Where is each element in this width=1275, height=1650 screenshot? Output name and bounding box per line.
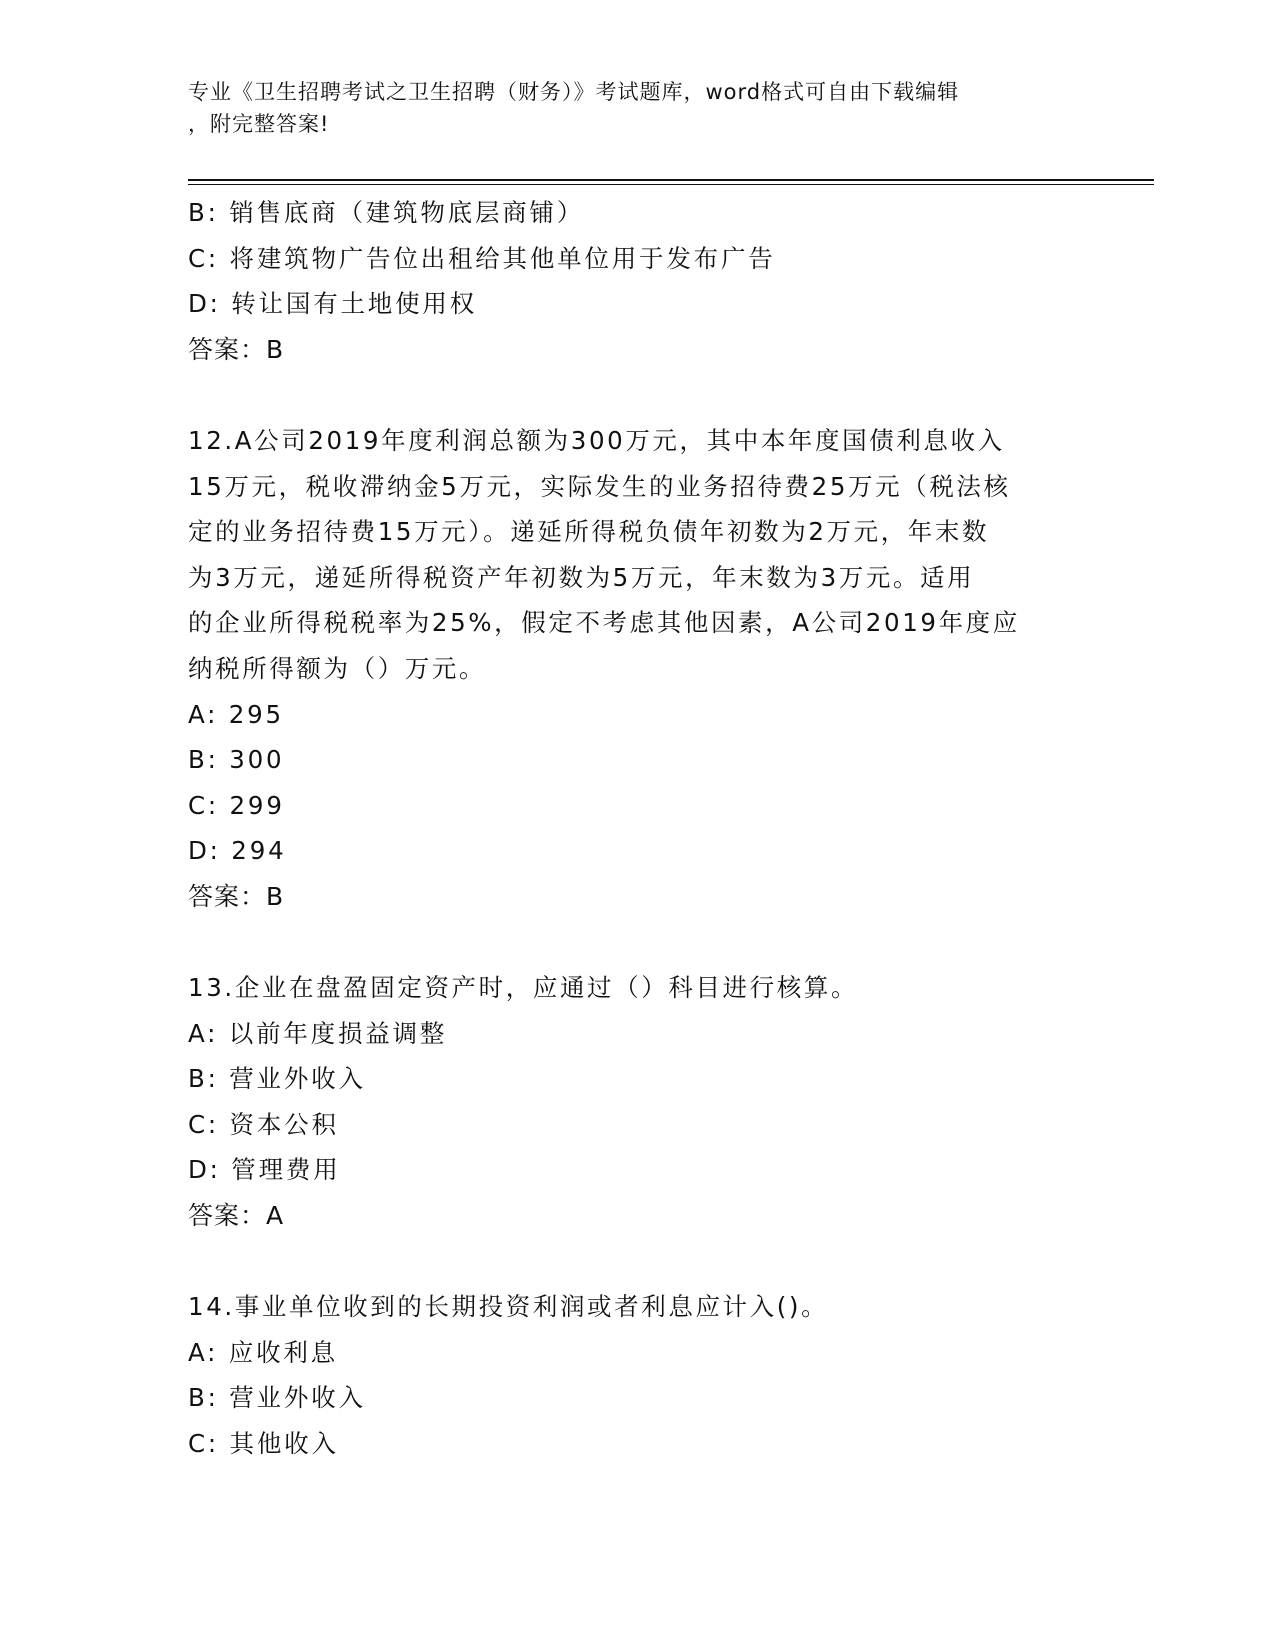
header-rule-thick bbox=[188, 179, 1154, 181]
question-stem-line: 12.A公司2019年度利润总额为300万元，其中本年度国债利息收入 bbox=[188, 425, 1005, 455]
option-c: C: 资本公积 bbox=[188, 1109, 339, 1139]
question-14 bbox=[188, 1284, 1088, 1466]
option-d: D: 管理费用 bbox=[188, 1155, 341, 1185]
option-b: B: 300 bbox=[188, 745, 285, 775]
question-stem: 13.企业在盘盈固定资产时，应通过（）科目进行核算。 bbox=[188, 973, 859, 1003]
option-c: C: 将建筑物广告位出租给其他单位用于发布广告 bbox=[188, 243, 776, 273]
answer: 答案：A bbox=[188, 1201, 285, 1231]
option-b: B: 营业外收入 bbox=[188, 1064, 366, 1094]
spacer bbox=[188, 920, 1088, 966]
question-stem-line: 纳税所得额为（）万元。 bbox=[188, 653, 487, 683]
option-d: D: 转让国有土地使用权 bbox=[188, 289, 478, 319]
option-d: D: 294 bbox=[188, 836, 287, 866]
option-a: A: 以前年度损益调整 bbox=[188, 1018, 448, 1048]
option-b: B: 营业外收入 bbox=[188, 1383, 366, 1413]
question-stem-line: 为3万元，递延所得税资产年初数为5万元，年末数为3万元。适用 bbox=[188, 562, 975, 592]
spacer bbox=[188, 372, 1088, 418]
answer: 答案：B bbox=[188, 881, 285, 911]
question-stem-line: 定的业务招待费15万元）。递延所得税负债年初数为2万元，年末数 bbox=[188, 517, 990, 547]
question-13 bbox=[188, 965, 1088, 1239]
spacer bbox=[188, 1239, 1088, 1285]
option-a: A: 295 bbox=[188, 699, 284, 729]
option-a: A: 应收利息 bbox=[188, 1337, 338, 1367]
question-11-tail bbox=[188, 190, 1088, 372]
header-line-2: ，附完整答案! bbox=[188, 112, 330, 136]
option-b: B: 销售底商（建筑物底层商铺） bbox=[188, 198, 585, 227]
header-line-1: 专业《卫生招聘考试之卫生招聘（财务）》考试题库，word格式可自由下载编辑 bbox=[188, 80, 960, 104]
option-c: C: 299 bbox=[188, 790, 285, 820]
document-header bbox=[188, 76, 1088, 140]
question-stem: 14.事业单位收到的长期投资利润或者利息应计入()。 bbox=[188, 1292, 829, 1322]
question-stem-line: 的企业所得税税率为25%，假定不考虑其他因素，A公司2019年度应 bbox=[188, 608, 1020, 638]
question-12 bbox=[188, 418, 1088, 920]
question-content bbox=[188, 190, 1088, 1467]
header-rule-thin bbox=[188, 184, 1154, 185]
option-c: C: 其他收入 bbox=[188, 1429, 339, 1459]
answer: 答案：B bbox=[188, 334, 285, 364]
question-stem-line: 15万元，税收滞纳金5万元，实际发生的业务招待费25万元（税法核 bbox=[188, 471, 1011, 501]
